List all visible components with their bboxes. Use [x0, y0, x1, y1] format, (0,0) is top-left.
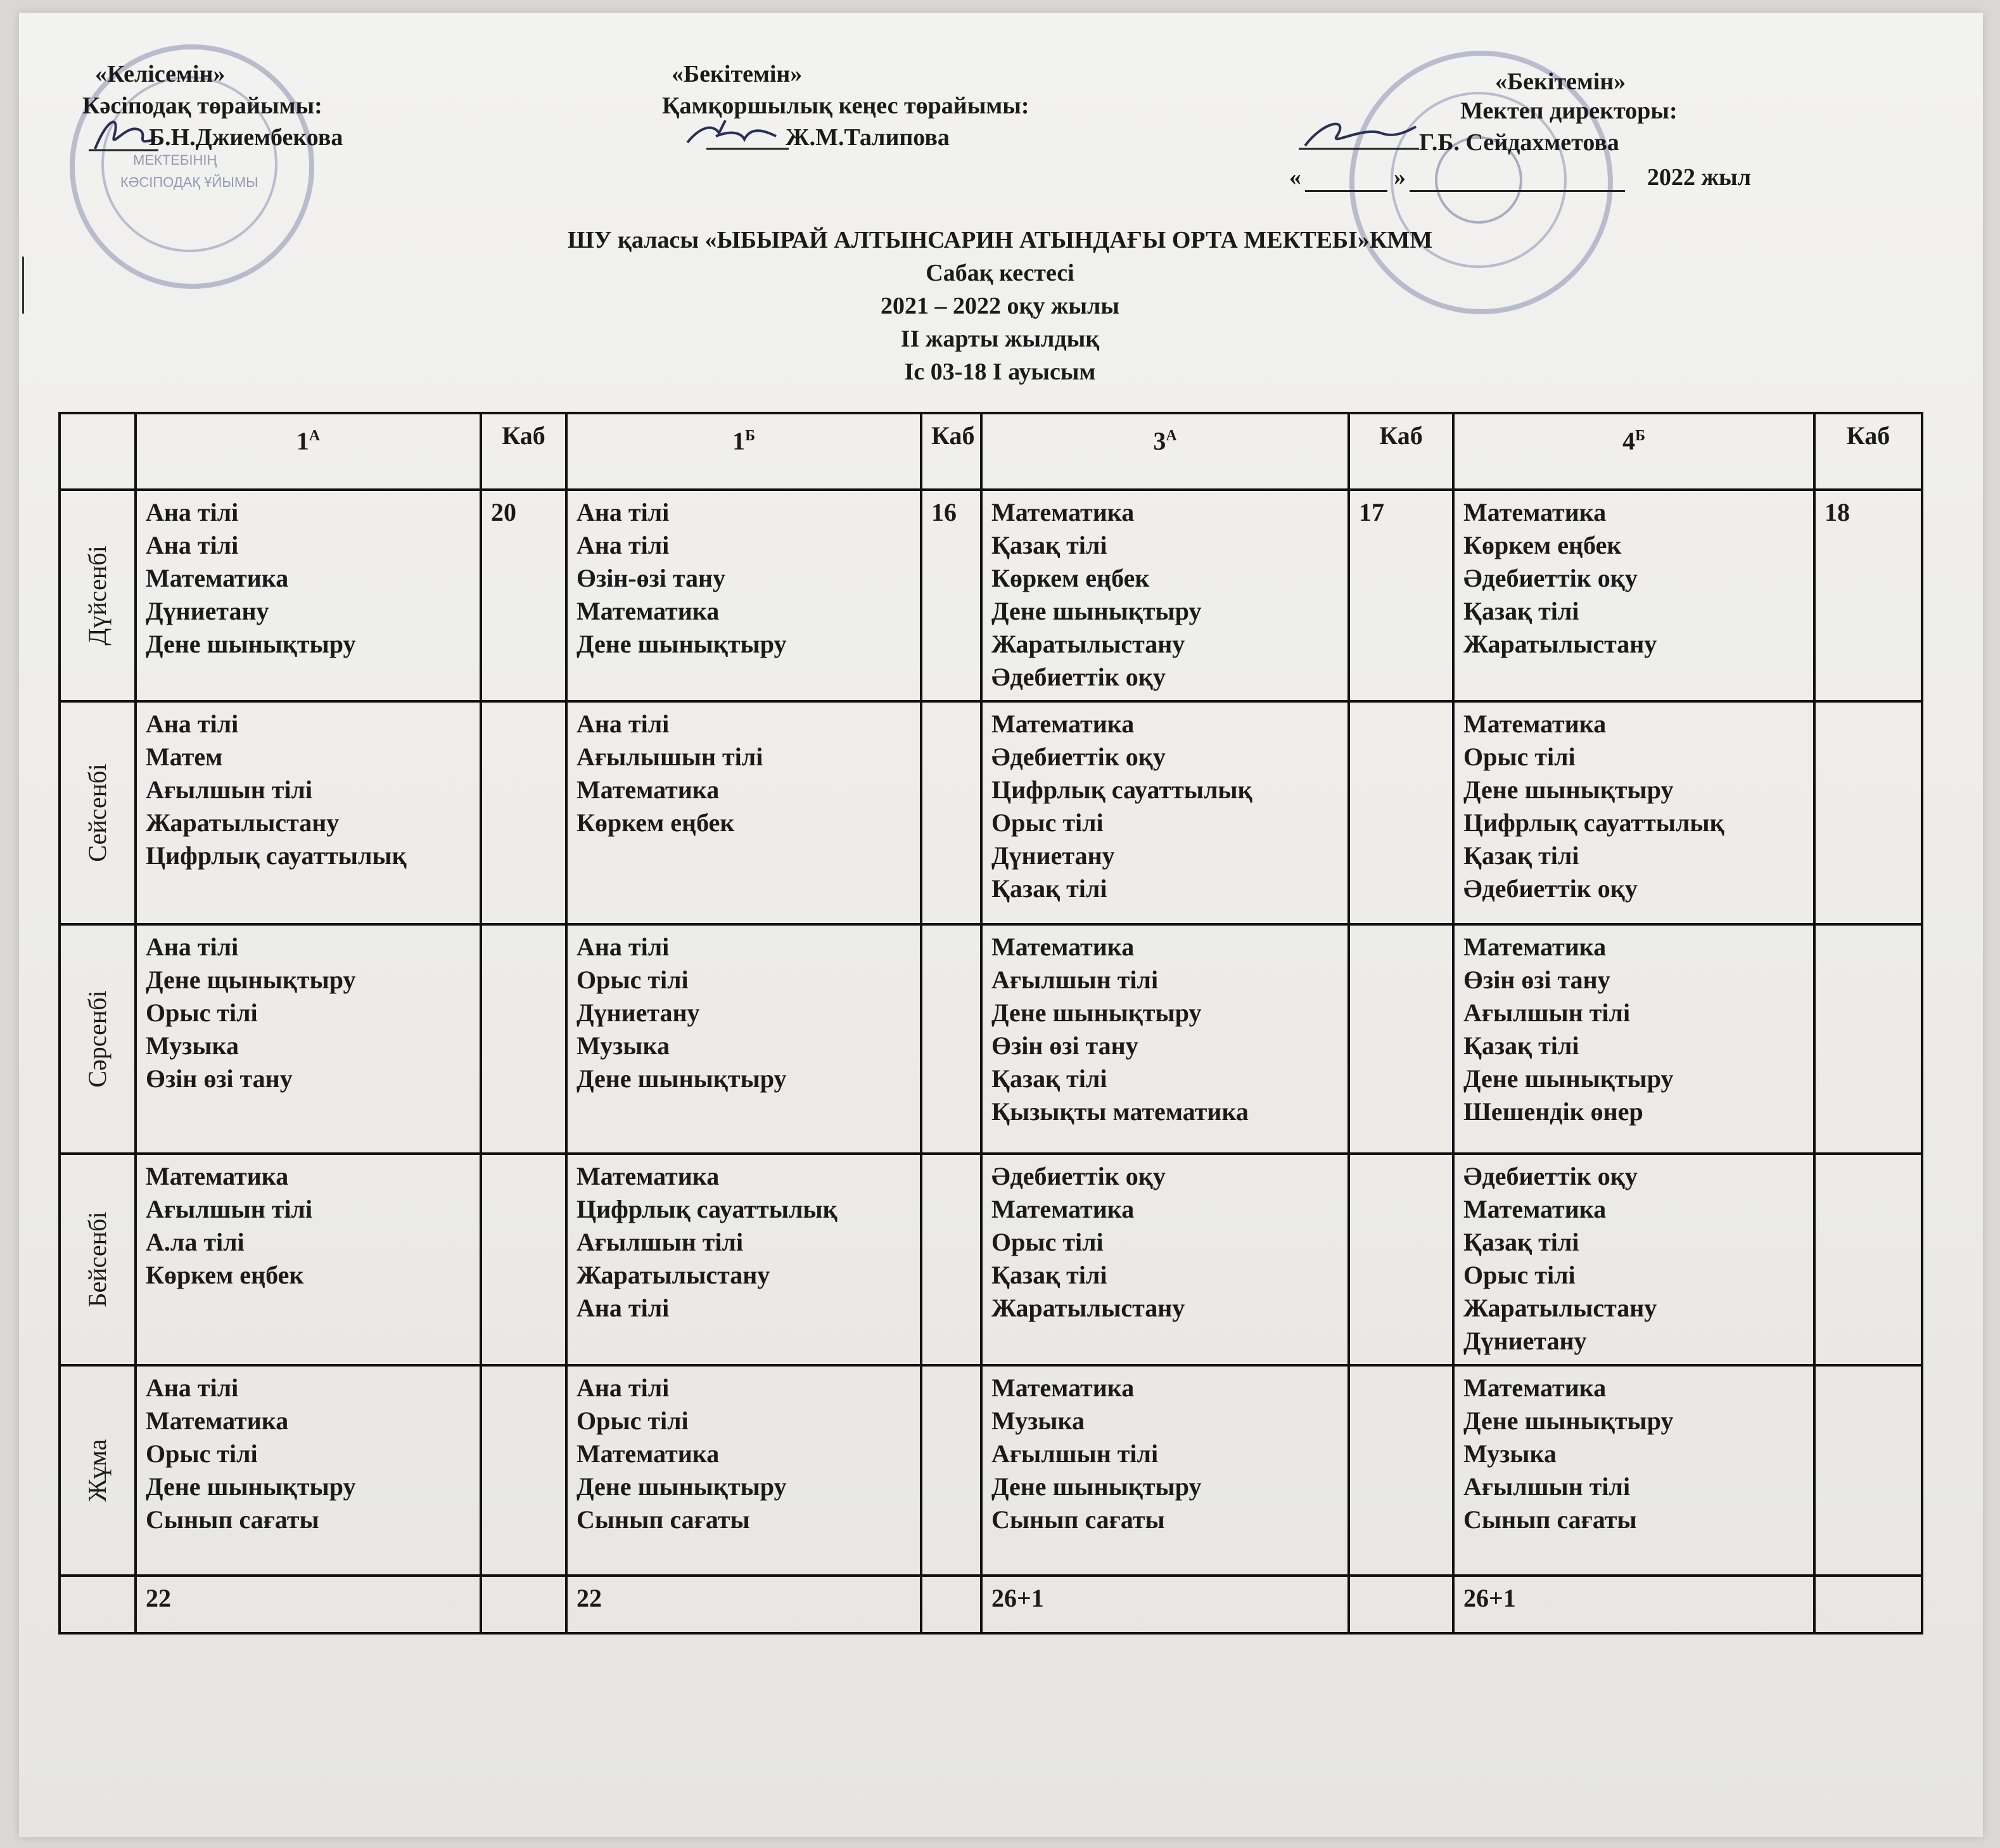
lesson: Ана тілі — [146, 1373, 239, 1403]
lessons-cell — [566, 490, 921, 701]
lesson: Қазақ тілі — [1463, 1228, 1579, 1257]
day-name-cell — [60, 1365, 136, 1576]
room-cell — [921, 1365, 981, 1576]
lesson: Қазақ тілі — [991, 1261, 1107, 1290]
lesson: Ана тілі — [576, 530, 670, 559]
lesson: Қазақ тілі — [1463, 596, 1579, 625]
lesson: Математика — [576, 596, 720, 625]
lesson: Орыс тілі — [991, 808, 1104, 837]
day-name: Дүйсенбі — [83, 545, 111, 646]
day-name-cell — [60, 1154, 136, 1365]
lesson: Математика — [146, 1162, 289, 1191]
school-title: ШУ қаласы «ЫБЫРАЙ АЛТЫНСАРИН АТЫНДАҒЫ ОРТА МЕКТЕБІ»КММ — [567, 227, 1433, 253]
lesson: Математика — [991, 497, 1135, 526]
lesson: Жаратылыстану — [146, 808, 340, 837]
lesson: Сынып сағаты — [576, 1505, 750, 1534]
lesson: Ағылшын тілі — [146, 775, 313, 804]
lesson: Ағылшын тілі — [1463, 998, 1631, 1028]
lesson: Қазақ тілі — [1463, 1031, 1579, 1061]
schedule-table — [58, 412, 1923, 1635]
lesson: Математика — [576, 1162, 720, 1191]
right-signature — [1299, 114, 1419, 158]
lesson: Математика — [146, 1406, 289, 1436]
lesson: Қазақ тілі — [991, 1064, 1107, 1093]
lesson: Матем — [146, 742, 223, 771]
total-room-1a — [481, 1576, 566, 1633]
lesson: Жаратылыстану — [1463, 1294, 1657, 1323]
lesson: Өзін өзі тану — [1463, 965, 1610, 995]
lesson: Әдебиеттік оқу — [1463, 563, 1638, 592]
academic-year: 2021 – 2022 оқу жылы — [880, 293, 1120, 319]
lesson: Сынып сағаты — [1463, 1505, 1637, 1534]
room-header-1b: Каб — [921, 413, 981, 490]
lesson: Көркем еңбек — [991, 563, 1150, 592]
total-4b: 26+1 — [1453, 1576, 1814, 1633]
lesson: Өзін-өзі тану — [576, 563, 726, 592]
lesson: Математика — [991, 1195, 1135, 1224]
lessons-cell — [566, 1365, 921, 1576]
lesson: Орыс тілі — [991, 1228, 1104, 1257]
lesson: Қызықты математика — [991, 1097, 1249, 1126]
room-cell — [921, 701, 981, 924]
lesson: Сынып сағаты — [146, 1505, 319, 1534]
lessons-cell — [981, 924, 1349, 1154]
room-cell — [481, 924, 566, 1154]
lesson: Қазақ тілі — [991, 874, 1107, 903]
lesson: Ағылшын тілі — [146, 1195, 313, 1224]
lessons-cell — [1453, 1365, 1814, 1576]
room-cell — [1349, 1365, 1453, 1576]
lesson: Математика — [1463, 1195, 1607, 1224]
lesson: Орыс тілі — [146, 1439, 258, 1469]
lesson: Жаратылыстану — [991, 1294, 1185, 1323]
day-name: Сейсенбі — [83, 763, 111, 862]
lessons-cell — [566, 701, 921, 924]
center-signature — [681, 114, 789, 158]
lesson: Цифрлық сауаттылық — [576, 1195, 838, 1224]
room-cell: 20 — [481, 490, 566, 701]
lessons-cell — [566, 924, 921, 1154]
total-3a: 26+1 — [981, 1576, 1349, 1633]
lesson: Математика — [1463, 497, 1607, 526]
lesson: Дене шынықтыру — [1463, 775, 1674, 804]
room-cell — [481, 701, 566, 924]
room-cell: 18 — [1814, 490, 1922, 701]
lesson: Шешендік өнер — [1463, 1097, 1643, 1126]
lesson: Ағылшын тілі — [991, 965, 1159, 995]
lesson: Әдебиеттік оқу — [1463, 874, 1638, 903]
lesson: Орыс тілі — [576, 965, 689, 995]
lesson: Әдебиеттік оқу — [991, 662, 1166, 691]
lesson: Ана тілі — [146, 709, 239, 738]
room-cell — [1349, 701, 1453, 924]
lessons-cell — [136, 924, 481, 1154]
lesson: Математика — [991, 1373, 1135, 1403]
lesson: Цифрлық сауаттылық — [1463, 808, 1724, 837]
room-cell — [1349, 1154, 1453, 1365]
lesson: Жаратылыстану — [576, 1261, 770, 1290]
day-row — [60, 1154, 1922, 1365]
union-stamp-text-1: МЕКТЕБІНІҢ — [133, 152, 217, 168]
day-name: Бейсенбі — [83, 1211, 111, 1308]
lessons-cell — [1453, 490, 1814, 701]
lessons-cell — [566, 1154, 921, 1365]
lesson: Орыс тілі — [1463, 1261, 1576, 1290]
lesson: Ана тілі — [576, 497, 670, 526]
right-approve-name: Г.Б. Сейдахметова — [1419, 129, 1619, 156]
room-cell — [481, 1154, 566, 1365]
day-name: Сәрсенбі — [83, 990, 111, 1088]
date-day-blank — [1305, 190, 1387, 192]
lesson: Дене шынықтыру — [576, 629, 787, 658]
lesson: Жаратылыстану — [1463, 629, 1657, 658]
lesson: Дене шынықтыру — [576, 1472, 787, 1501]
lessons-cell — [981, 1154, 1349, 1365]
lesson: Дүниетану — [1463, 1327, 1587, 1356]
day-row — [60, 490, 1922, 701]
lesson: Математика — [576, 775, 720, 804]
lesson: Математика — [1463, 933, 1607, 962]
document-number-shift: Іс 03-18 І ауысым — [904, 359, 1096, 385]
day-row — [60, 924, 1922, 1154]
lesson: Дене шынықтыру — [146, 629, 356, 658]
lesson: А.ла тілі — [146, 1228, 245, 1257]
lesson: Ана тілі — [146, 933, 239, 962]
lesson: Орыс тілі — [1463, 742, 1576, 771]
left-approve-name: Б.Н.Джиембекова — [149, 124, 343, 151]
lesson: Өзін өзі тану — [991, 1031, 1138, 1061]
room-cell — [921, 1154, 981, 1365]
lesson: Дене шынықтыру — [1463, 1406, 1674, 1436]
lesson: Орыс тілі — [576, 1406, 689, 1436]
left-approve-role: Кәсіподақ төрайымы: — [82, 92, 322, 119]
lesson: Әдебиеттік оқу — [1463, 1162, 1638, 1191]
room-cell: 16 — [921, 490, 981, 701]
day-row — [60, 701, 1922, 924]
class-header-3a: $3^А$ — [981, 413, 1349, 490]
union-stamp-text-2: КӘСІПОДАҚ ҰЙЫМЫ — [120, 174, 258, 190]
lesson: Ағылшын тілі — [991, 1439, 1159, 1469]
lesson: Математика — [576, 1439, 720, 1469]
day-name: Жұма — [83, 1439, 111, 1502]
room-cell — [1814, 924, 1922, 1154]
room-cell — [481, 1365, 566, 1576]
left-signature — [89, 111, 158, 162]
room-cell: 17 — [1349, 490, 1453, 701]
lesson: Дене шынықтыру — [146, 1472, 356, 1501]
lessons-cell — [136, 1365, 481, 1576]
right-approve-role: Мектеп директоры: — [1460, 98, 1678, 124]
lesson: Ана тілі — [576, 933, 670, 962]
room-cell — [1814, 1365, 1922, 1576]
lessons-cell — [136, 1154, 481, 1365]
lessons-cell — [981, 1365, 1349, 1576]
lesson: Әдебиеттік оқу — [991, 742, 1166, 771]
day-row — [60, 1365, 1922, 1576]
room-cell — [921, 924, 981, 1154]
day-rows — [60, 490, 1922, 1576]
lesson: Музыка — [146, 1031, 239, 1061]
lesson: Дүниетану — [146, 596, 269, 625]
lesson: Ана тілі — [576, 1294, 670, 1323]
left-approve-label: «Келісемін» — [95, 61, 226, 87]
date-quote-close: » — [1394, 164, 1406, 191]
lesson: Музыка — [991, 1406, 1085, 1436]
lesson: Қазақ тілі — [991, 530, 1107, 559]
lesson: Жаратылыстану — [991, 629, 1185, 658]
day-name-cell — [60, 701, 136, 924]
lesson: Математика — [146, 563, 289, 592]
lessons-cell — [136, 701, 481, 924]
lesson: Қазақ тілі — [1463, 841, 1579, 870]
corner-cell — [60, 413, 136, 490]
lesson: Дүниетану — [576, 998, 700, 1028]
total-room-3a — [1349, 1576, 1453, 1633]
room-header-1a: Каб — [481, 413, 566, 490]
lesson: Дене щынықтыру — [146, 965, 356, 995]
lessons-cell — [981, 701, 1349, 924]
lesson: Көркем еңбек — [1463, 530, 1622, 559]
total-room-1b — [921, 1576, 981, 1633]
lesson: Ағылшын тілі — [1463, 1472, 1631, 1501]
lessons-cell — [136, 490, 481, 701]
lesson: Музыка — [1463, 1439, 1557, 1469]
semester: ІІ жарты жылдық — [900, 326, 1100, 352]
lesson: Математика — [1463, 709, 1607, 738]
lesson: Орыс тілі — [146, 998, 258, 1028]
totals-row — [60, 1576, 1922, 1633]
schedule-title: Сабақ кестесі — [926, 260, 1074, 286]
day-name-cell — [60, 490, 136, 701]
lesson: Дене шынықтыру — [991, 1472, 1202, 1501]
room-header-4b: Каб — [1814, 413, 1922, 490]
lesson: Математика — [991, 933, 1135, 962]
room-cell — [1814, 701, 1922, 924]
lesson: Сынып сағаты — [991, 1505, 1165, 1534]
lesson: Өзін өзі тану — [146, 1064, 293, 1093]
center-approve-name: Ж.М.Талипова — [786, 124, 950, 151]
lesson: Ағылшын тілі — [576, 1228, 744, 1257]
lessons-cell — [1453, 924, 1814, 1154]
lesson: Дене шынықтыру — [1463, 1064, 1674, 1093]
lesson: Ағылышын тілі — [576, 742, 763, 771]
center-approve-role: Қамқоршылық кеңес төрайымы: — [662, 92, 1029, 119]
class-header-1b: $1^Б$ — [566, 413, 921, 490]
lesson: Ана тілі — [576, 1373, 670, 1403]
room-header-3a: Каб — [1349, 413, 1453, 490]
lesson: Көркем еңбек — [146, 1261, 304, 1290]
lesson: Дүниетану — [991, 841, 1115, 870]
class-header-4b: $4^Б$ — [1453, 413, 1814, 490]
date-quote-open: « — [1289, 164, 1301, 191]
right-approve-label: «Бекітемін» — [1495, 68, 1626, 95]
lesson: Математика — [1463, 1373, 1607, 1403]
lessons-cell — [1453, 701, 1814, 924]
lesson: Әдебиеттік оқу — [991, 1162, 1166, 1191]
lesson: Ана тілі — [146, 497, 239, 526]
header-row — [60, 413, 1922, 490]
totals-corner — [60, 1576, 136, 1633]
day-name-cell — [60, 924, 136, 1154]
room-cell — [1814, 1154, 1922, 1365]
lesson: Дене шынықтыру — [991, 998, 1202, 1028]
lessons-cell — [1453, 1154, 1814, 1365]
lesson: Музыка — [576, 1031, 670, 1061]
class-header-1a: $1^А$ — [136, 413, 481, 490]
lesson: Цифрлық сауаттылық — [146, 841, 407, 870]
center-approve-label: «Бекітемін» — [672, 61, 803, 87]
lesson: Цифрлық сауаттылық — [991, 775, 1252, 804]
date-year: 2022 жыл — [1647, 164, 1752, 191]
total-1a: 22 — [136, 1576, 481, 1633]
lessons-cell — [981, 490, 1349, 701]
date-month-blank — [1410, 190, 1625, 192]
lesson: Көркем еңбек — [576, 808, 735, 837]
total-1b: 22 — [566, 1576, 921, 1633]
room-cell — [1349, 924, 1453, 1154]
lesson: Дене шынықтыру — [576, 1064, 787, 1093]
lesson: Ана тілі — [576, 709, 670, 738]
total-room-4b — [1814, 1576, 1922, 1633]
lesson: Дене шынықтыру — [991, 596, 1202, 625]
lesson: Ана тілі — [146, 530, 239, 559]
lesson: Математика — [991, 709, 1135, 738]
